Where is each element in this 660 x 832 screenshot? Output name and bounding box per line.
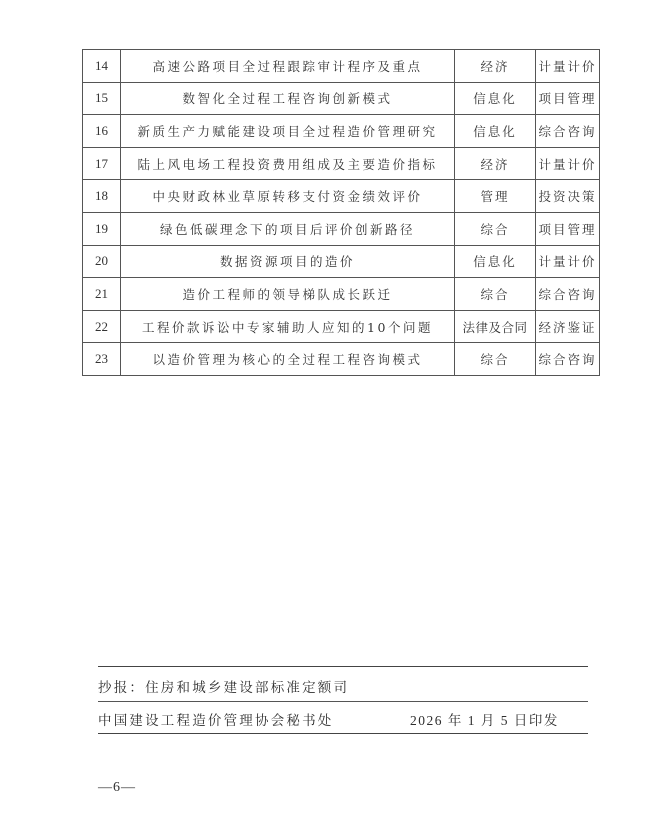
row-title: 陆上风电场工程投资费用组成及主要造价指标 [121, 147, 455, 180]
row-title: 新质生产力赋能建设项目全过程造价管理研究 [121, 115, 455, 148]
row-number: 15 [83, 82, 121, 115]
footer-top-rule [98, 666, 588, 667]
table-row [83, 180, 600, 213]
table-row [83, 147, 600, 180]
row-subcategory: 项目管理 [536, 212, 600, 245]
table-row [83, 343, 600, 376]
table-row [83, 212, 600, 245]
row-subcategory: 项目管理 [536, 82, 600, 115]
row-subcategory: 综合咨询 [536, 278, 600, 311]
row-number: 22 [83, 310, 121, 343]
row-category: 信息化 [455, 115, 536, 148]
row-number: 14 [83, 50, 121, 83]
topics-table [82, 49, 600, 376]
row-number: 21 [83, 278, 121, 311]
row-category: 综合 [455, 278, 536, 311]
row-subcategory: 计量计价 [536, 147, 600, 180]
page-number: —6— [98, 780, 136, 795]
row-category: 综合 [455, 343, 536, 376]
row-category: 信息化 [455, 82, 536, 115]
row-subcategory: 综合咨询 [536, 115, 600, 148]
table-row [83, 245, 600, 278]
row-category: 经济 [455, 147, 536, 180]
row-number: 18 [83, 180, 121, 213]
row-category: 管理 [455, 180, 536, 213]
row-title: 数据资源项目的造价 [121, 245, 455, 278]
row-subcategory: 综合咨询 [536, 343, 600, 376]
table-row [83, 82, 600, 115]
row-subcategory: 投资决策 [536, 180, 600, 213]
row-title: 工程价款诉讼中专家辅助人应知的10个问题 [121, 310, 455, 343]
row-title: 以造价管理为核心的全过程工程咨询模式 [121, 343, 455, 376]
row-category: 经济 [455, 50, 536, 83]
row-number: 23 [83, 343, 121, 376]
row-number: 19 [83, 212, 121, 245]
footer-bottom-rule [98, 733, 588, 734]
row-title: 高速公路项目全过程跟踪审计程序及重点 [121, 50, 455, 83]
row-number: 17 [83, 147, 121, 180]
row-category: 信息化 [455, 245, 536, 278]
row-subcategory: 经济鉴证 [536, 310, 600, 343]
issue-date: 2026 年 1 月 5 日印发 [410, 713, 559, 728]
row-subcategory: 计量计价 [536, 50, 600, 83]
row-category: 综合 [455, 212, 536, 245]
row-category: 法律及合同 [455, 310, 536, 343]
row-subcategory: 计量计价 [536, 245, 600, 278]
table-row [83, 50, 600, 83]
row-title: 绿色低碳理念下的项目后评价创新路径 [121, 212, 455, 245]
row-number: 16 [83, 115, 121, 148]
topics-table-body [83, 50, 600, 376]
table-row [83, 310, 600, 343]
row-title: 造价工程师的领导梯队成长跃迁 [121, 278, 455, 311]
issuer: 中国建设工程造价管理协会秘书处 [98, 713, 334, 729]
row-title: 数智化全过程工程咨询创新模式 [121, 82, 455, 115]
row-number: 20 [83, 245, 121, 278]
cc-line: 抄报：住房和城乡建设部标准定额司 [98, 680, 350, 696]
footer-middle-rule [98, 701, 588, 702]
table-row [83, 115, 600, 148]
table-row [83, 278, 600, 311]
row-title: 中央财政林业草原转移支付资金绩效评价 [121, 180, 455, 213]
